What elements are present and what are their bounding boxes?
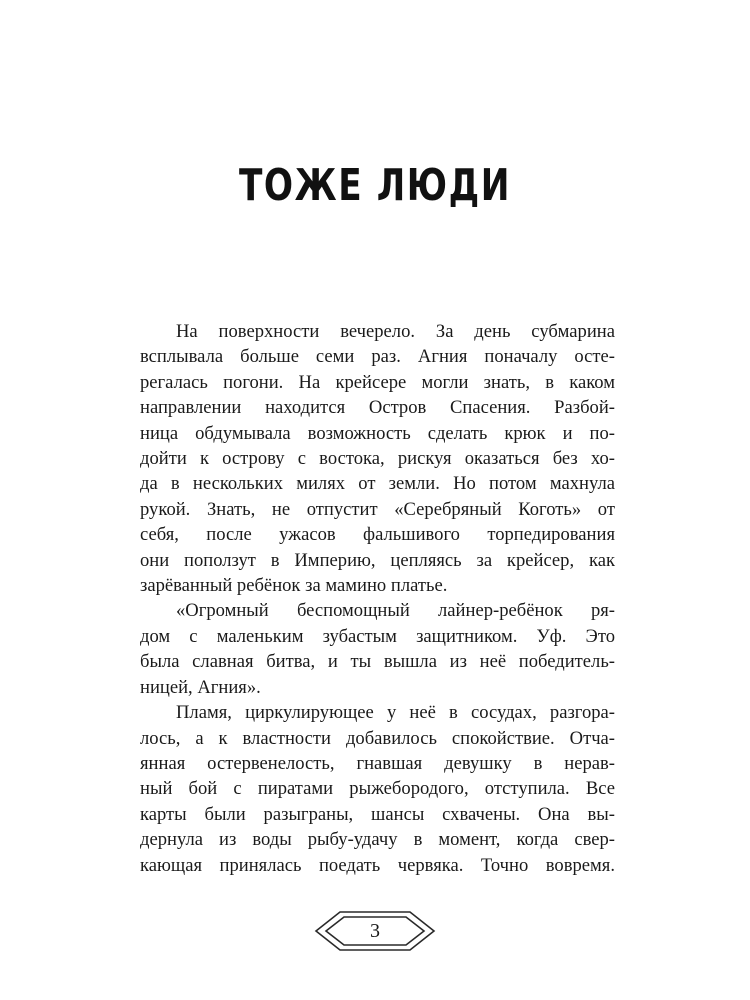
- text-line: рукой. Знать, не отпустит «Серебряный Коготь» от: [140, 498, 615, 520]
- text-line: ница обдумывала возможность сделать крюк и по-: [140, 422, 615, 444]
- text-line: лось, а к властности добавилось спокойствие. Отча-: [140, 727, 615, 749]
- text-line: зарёванный ребёнок за мамино платье.: [140, 575, 448, 597]
- text-line: «Огромный беспомощный лайнер-ребёнок ря-: [176, 600, 615, 622]
- text-line: регалась погони. На крейсере могли знать, в каком: [140, 371, 615, 393]
- text-line: была славная битва, и ты вышла из неё победитель-: [140, 651, 615, 673]
- text-line: они поползут в Империю, цепляясь за крейсер, как: [140, 549, 615, 571]
- text-line: кающая принялась поедать червяка. Точно вовремя.: [140, 854, 615, 876]
- text-line: направлении находится Остров Спасения. Разбой-: [140, 397, 615, 419]
- text-line: дойти к острову с востока, рискуя оказаться без хо-: [140, 448, 615, 470]
- paragraph-2: [140, 598, 615, 700]
- text-line: да в нескольких милях от земли. Но потом махнула: [140, 473, 615, 495]
- text-line: всплывала больше семи раз. Агния поначалу осте-: [140, 346, 615, 368]
- text-line: дом с маленьким зубастым защитником. Уф. Это: [140, 625, 615, 647]
- page-number: 3: [370, 920, 380, 942]
- text-line: Пламя, циркулирующее у неё в сосудах, разгора-: [176, 702, 615, 724]
- text-line: ницей, Агния».: [140, 676, 261, 698]
- body-text: [140, 319, 615, 878]
- chapter-title: ТОЖЕ ЛЮДИ: [238, 160, 512, 211]
- text-line: дернула из воды рыбу-удачу в момент, когда свер-: [140, 829, 615, 851]
- text-line: себя, после ужасов фальшивого торпедирования: [140, 524, 615, 546]
- text-line: На поверхности вечерело. За день субмарина: [176, 321, 615, 342]
- text-line: карты были разыграны, шансы схвачены. Она вы-: [140, 803, 615, 825]
- text-line: янная остервенелость, гнавшая девушку в нерав-: [140, 752, 615, 774]
- text-line: ный бой с пиратами рыжебородого, отступила. Все: [140, 778, 615, 800]
- paragraph-1: [140, 319, 615, 598]
- paragraph-3: [140, 700, 615, 878]
